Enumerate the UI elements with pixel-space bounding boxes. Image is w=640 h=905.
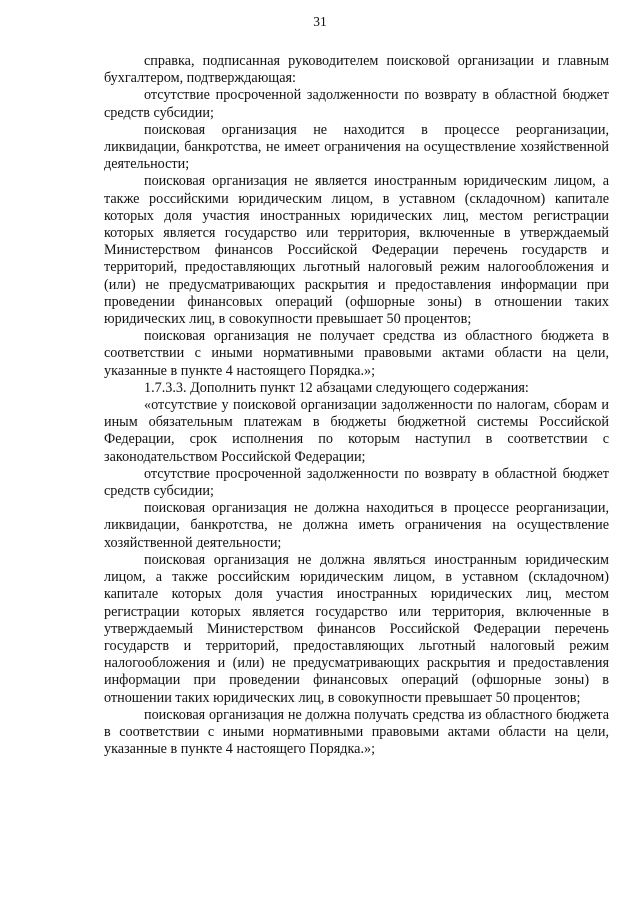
paragraph: справка, подписанная руководителем поисковой организации и главным бухгалтером, подтверждающая:	[104, 53, 609, 87]
paragraph: поисковая организация не должна являться иностранным юридическим лицом, а также российским юридическим лицом, в уставном (складочном) капитале которых доля участия иностранных юридических лиц, местом регистрации которых является государство или территория, включенные в утверждаемый Министерством финансов Российской Федерации перечень государств и территорий, предоставляющих льготный налоговый режим налогообложения и (или) не предусматривающих раскрытия и предоставления информации при проведении финансовых операций (офшорные зоны) в отношении таких юридических лиц, в совокупности превышает 50 процентов;	[104, 551, 609, 706]
paragraph: поисковая организация не должна получать средства из областного бюджета в соответствии с иными нормативными правовыми актами области на цели, указанные в пункте 4 настоящего Порядка.»;	[104, 706, 609, 758]
paragraph: поисковая организация не должна находиться в процессе реорганизации, ликвидации, банкротства, не должна иметь ограничения на осуществление хозяйственной деятельности;	[104, 500, 609, 551]
paragraph: отсутствие просроченной задолженности по возврату в областной бюджет средств субсидии;	[104, 465, 609, 500]
document-body	[104, 53, 609, 758]
paragraph: 1.7.3.3. Дополнить пункт 12 абзацами следующего содержания:	[144, 379, 529, 396]
paragraph: поисковая организация не находится в процессе реорганизации, ликвидации, банкротства, не имеет ограничения на осуществление хозяйственной деятельности;	[104, 121, 609, 173]
paragraph: поисковая организация не является иностранным юридическим лицом, а также российскими юридическим лицом, в уставном (складочном) капитале которых доля участия иностранных юридических лиц, местом регистрации которых является государство или территория, включенные в утверждаемый Министерством финансов Российской Федерации перечень государств и территорий, предоставляющих льготный налоговый режим налогообложения и (или) не предусматривающих раскрытия и предоставления информации при проведении финансовых операций (офшорные зоны) в отношении таких юридических лиц, в совокупности превышает 50 процентов;	[104, 173, 609, 328]
paragraph: отсутствие просроченной задолженности по возврату в областной бюджет средств субсидии;	[104, 87, 609, 121]
paragraph: «отсутствие у поисковой организации задолженности по налогам, сборам и иным обязательным платежам в бюджеты бюджетной системы Российской Федерации, срок исполнения по которым наступил в соответствии с законодательством Российской Федерации;	[104, 397, 609, 465]
page-number: 31	[313, 14, 327, 29]
paragraph: поисковая организация не получает средства из областного бюджета в соответствии с иными нормативными правовыми актами области на цели, указанные в пункте 4 настоящего Порядка.»;	[104, 328, 609, 379]
